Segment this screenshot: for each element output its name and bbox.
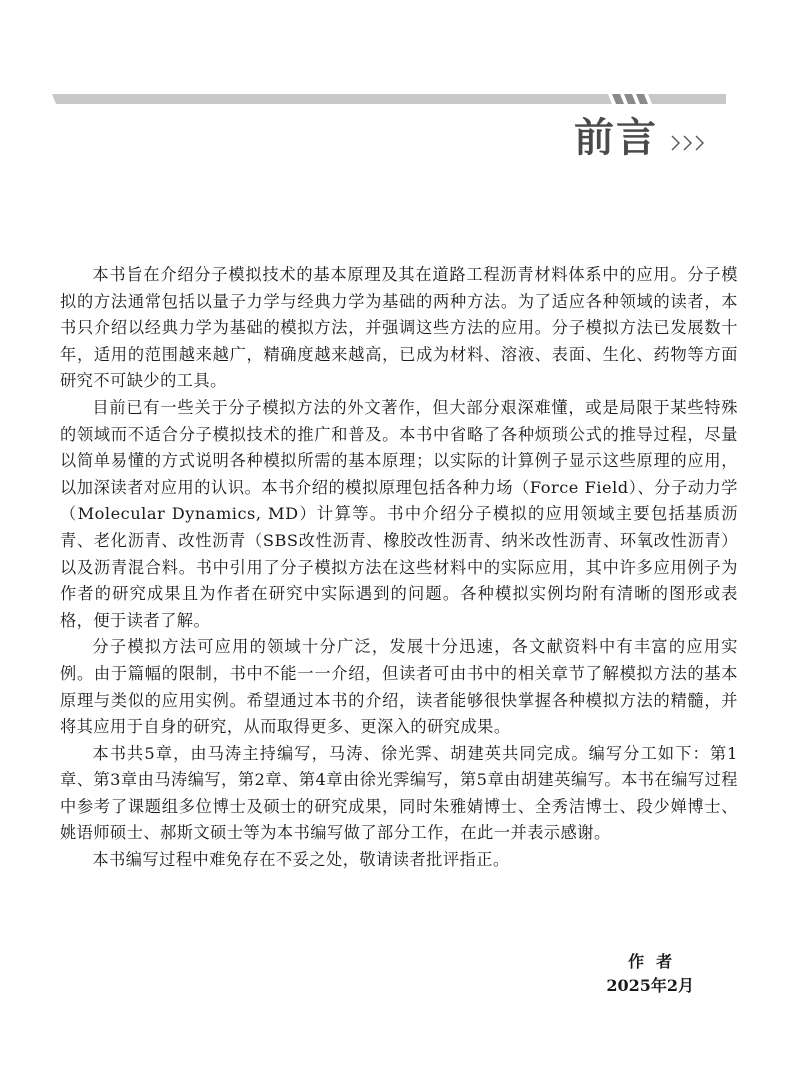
title-block [574,115,712,161]
page-title: 前言 [574,115,658,161]
author-label: 作者 [628,952,685,971]
header-bar-right-segment [648,94,726,104]
title-chevrons-icon [670,133,712,153]
paragraph-1: 本书旨在介绍分子模拟技术的基本原理及其在道路工程沥青材料体系中的应用。分子模拟的方法通常包括以量子力学与经典力学为基础的两种方法。为了适应各种领域的读者，本书只介绍以经典力学为基础的模拟方法，并强调这些方法的应用。分子模拟方法已发展数十年，适用的范围越来越广，精确度越来越高，已成为材料、溶液、表面、生化、药物等方面研究不可缺少的工具。 [60,265,738,391]
date-label: 2025年2月 [606,976,694,995]
paragraph-5: 本书编写过程中难免存在不妥之处，敬请读者批评指正。 [92,850,510,870]
preface-body [60,262,738,874]
paragraph-2: 目前已有一些关于分子模拟方法的外文著作，但大部分艰深难懂，或是局限于某些特殊的领域而不适合分子模拟技术的推广和普及。本书中省略了各种烦琐公式的推导过程，尽量以简单易懂的方式说明各种模拟所需的基本原理；以实际的计算例子显示这些原理的应用，以加深读者对应用的认识。本书介绍的模拟原理包括各种力场（Force Field）、分子动力学（Molecular Dynamics, MD）计算等。书中介绍分子模拟的应用领域主要包括基质沥青、老化沥青、改性沥青（SBS改性沥青、橡胶改性沥青、纳米改性沥青、环氧改性沥青）以及沥青混合料。书中引用了分子模拟方法在这些材料中的实际应用，其中许多应用例子为作者的研究成果且为作者在研究中实际遇到的问题。各种模拟实例均附有清晰的图形或表格，便于读者了解。 [60,397,738,630]
paragraph-3: 分子模拟方法可应用的领域十分广泛，发展十分迅速，各文献资料中有丰富的应用实例。由于篇幅的限制，书中不能一一介绍，但读者可由书中的相关章节了解模拟方法的基本原理与类似的应用实例。希望通过本书的介绍，读者能够很快掌握各种模拟方法的精髓，并将其应用于自身的研究，从而取得更多、更深入的研究成果。 [60,637,738,737]
paragraph-4: 本书共5章，由马涛主持编写，马涛、徐光霁、胡建英共同完成。编写分工如下：第1章、第3章由马涛编写，第2章、第4章由徐光霁编写，第5章由胡建英编写。本书在编写过程中参考了课题组多位博士及硕士的研究成果，同时朱雅婧博士、全秀洁博士、段少婵博士、姚语师硕士、郝斯文硕士等为本书编写做了部分工作，在此一并表示感谢。 [60,743,738,843]
header-bar-stripe-3 [636,94,648,104]
header-bar-left-segment [52,94,612,104]
header-bar-stripe-1 [612,94,624,104]
header-bar-stripe-2 [624,94,636,104]
signoff-block [606,950,694,998]
header-decorative-bar [52,94,726,104]
